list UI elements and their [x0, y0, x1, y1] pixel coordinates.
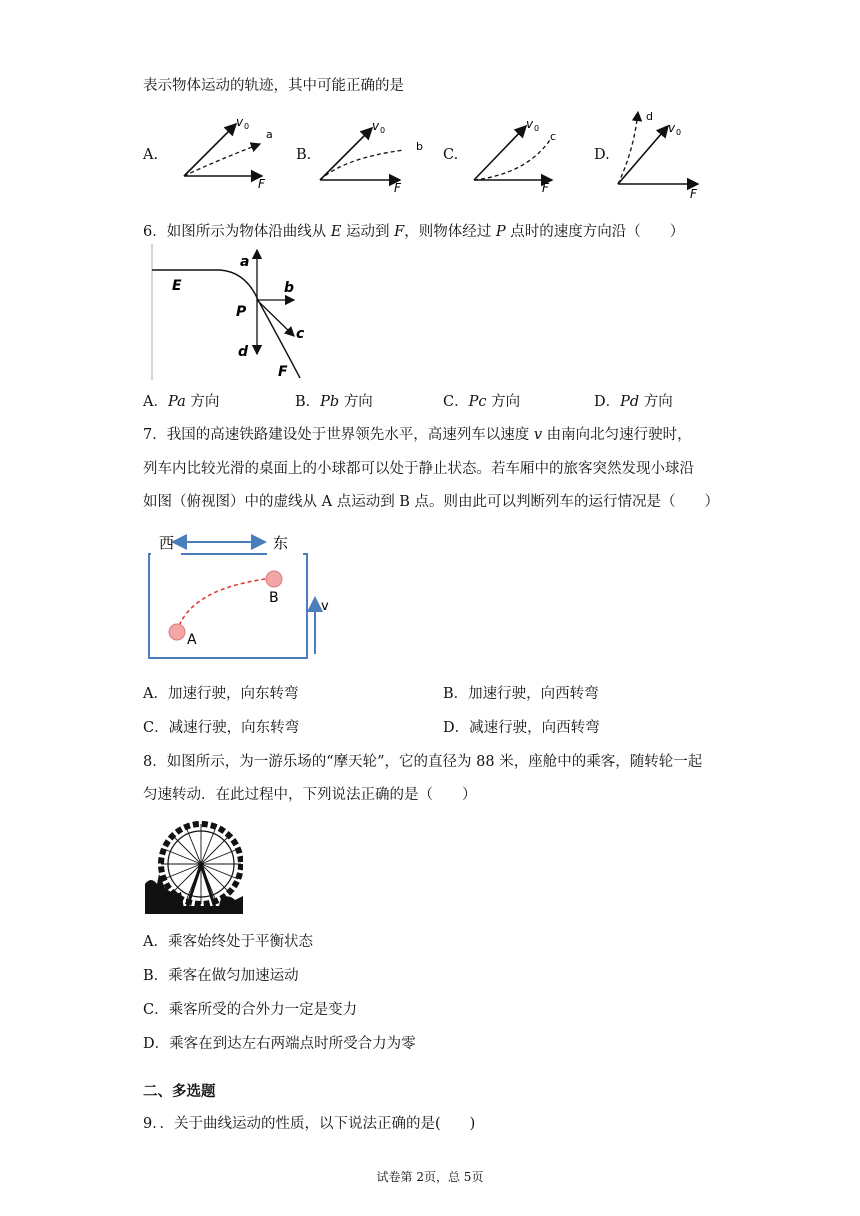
- q6-option-a: A．Pa 方向: [143, 394, 220, 410]
- svg-text:F: F: [278, 364, 288, 380]
- svg-text:A: A: [187, 632, 197, 648]
- section-title-multi-choice: 二、多选题: [143, 1083, 216, 1100]
- q8-option-c: C．乘客所受的合外力一定是变力: [143, 1002, 358, 1018]
- f-label: F: [690, 187, 697, 201]
- svg-text:0: 0: [676, 128, 682, 137]
- f-label: F: [394, 181, 401, 195]
- q7-line2: 列车内比较光滑的桌面上的小球都可以处于静止状态。若车厢中的旅客突然发现小球沿: [143, 461, 694, 477]
- q7-option-a: A．加速行驶，向东转弯: [143, 686, 299, 702]
- page-footer: 试卷第 2页，总 5页: [376, 1170, 484, 1184]
- q7-option-c: C．减速行驶，向东转弯: [143, 720, 300, 736]
- trajectory-curve: [184, 144, 260, 176]
- ball-b: [266, 571, 282, 587]
- svg-text:b: b: [284, 280, 295, 296]
- q5-option-b-figure: [314, 116, 434, 198]
- q8-option-a: A．乘客始终处于平衡状态: [143, 934, 313, 950]
- curve-label: b: [416, 140, 423, 153]
- svg-text:0: 0: [244, 122, 250, 131]
- v0-label: v: [668, 121, 676, 135]
- ferris-wheel-image: [145, 814, 243, 914]
- q5-option-d-figure: [612, 106, 712, 202]
- svg-text:E: E: [172, 278, 182, 294]
- curve-label: d: [646, 110, 653, 123]
- svg-text:a: a: [240, 254, 250, 270]
- q5-option-d-label: D.: [594, 147, 610, 163]
- q9-stem: 9．．关于曲线运动的性质，以下说法正确的是( ): [143, 1116, 476, 1132]
- q5-option-a-figure: [178, 112, 278, 194]
- svg-text:c: c: [296, 326, 305, 342]
- q5-option-c-figure: [468, 116, 568, 198]
- q7-figure: [145, 526, 335, 662]
- carriage-outline: [149, 554, 307, 658]
- q7-option-b: B．加速行驶，向西转弯: [443, 686, 599, 702]
- velocity-arrow: [618, 126, 668, 184]
- q8-option-b: B．乘客在做匀加速运动: [143, 968, 299, 984]
- q5-option-a-label: A.: [143, 147, 159, 163]
- q6-stem: 6．如图所示为物体沿曲线从 E 运动到 F，则物体经过 P 点时的速度方向沿（ ）: [143, 224, 685, 240]
- curve-label: c: [550, 130, 557, 143]
- velocity-arrow: [320, 128, 372, 180]
- q6-option-d: D．Pd 方向: [594, 394, 673, 410]
- q7-option-d: D．减速行驶，向西转弯: [443, 720, 600, 736]
- q7-line3: 如图（俯视图）中的虚线从 A 点运动到 B 点。则由此可以判断列车的运行情况是（ ）: [143, 494, 720, 510]
- svg-text:v: v: [321, 599, 329, 614]
- q7-line1: 7．我国的高速铁路建设处于世界领先水平，高速列车以速度 v 由南向北匀速行驶时，: [143, 427, 692, 443]
- q8-line2: 匀速转动．在此过程中，下列说法正确的是（ ）: [143, 787, 477, 803]
- q6-option-c: C．Pc 方向: [443, 394, 521, 410]
- q8-option-d: D．乘客在到达左右两端点时所受合力为零: [143, 1036, 416, 1052]
- q5-option-b-label: B.: [296, 147, 312, 163]
- ball-a: [169, 624, 185, 640]
- svg-text:d: d: [238, 344, 249, 360]
- q5-stem: 表示物体运动的轨迹，其中可能正确的是: [143, 78, 404, 94]
- svg-text:0: 0: [380, 126, 386, 135]
- svg-text:0: 0: [534, 124, 540, 133]
- trajectory-curve: [474, 140, 550, 180]
- v0-label: v: [236, 115, 244, 129]
- svg-text:东: 东: [273, 534, 289, 552]
- v0-label: v: [526, 117, 534, 131]
- trajectory-curve: [320, 150, 404, 180]
- velocity-arrow: [474, 126, 526, 180]
- f-label: F: [258, 177, 265, 191]
- curve-label: a: [266, 128, 273, 141]
- arrow-c: [257, 300, 294, 336]
- q5-option-c-label: C.: [443, 147, 459, 163]
- velocity-arrow: [184, 124, 236, 176]
- q6-option-b: B．Pb 方向: [295, 394, 373, 410]
- ball-path: [177, 578, 273, 632]
- svg-text:P: P: [236, 304, 247, 320]
- q6-figure: [150, 244, 340, 382]
- f-label: F: [542, 181, 549, 195]
- q8-line1: 8．如图所示，为一游乐场的“摩天轮”，它的直径为 88 米，座舱中的乘客，随转轮一起: [143, 754, 703, 770]
- v0-label: v: [372, 119, 380, 133]
- svg-text:B: B: [269, 590, 279, 606]
- svg-text:西: 西: [159, 534, 175, 552]
